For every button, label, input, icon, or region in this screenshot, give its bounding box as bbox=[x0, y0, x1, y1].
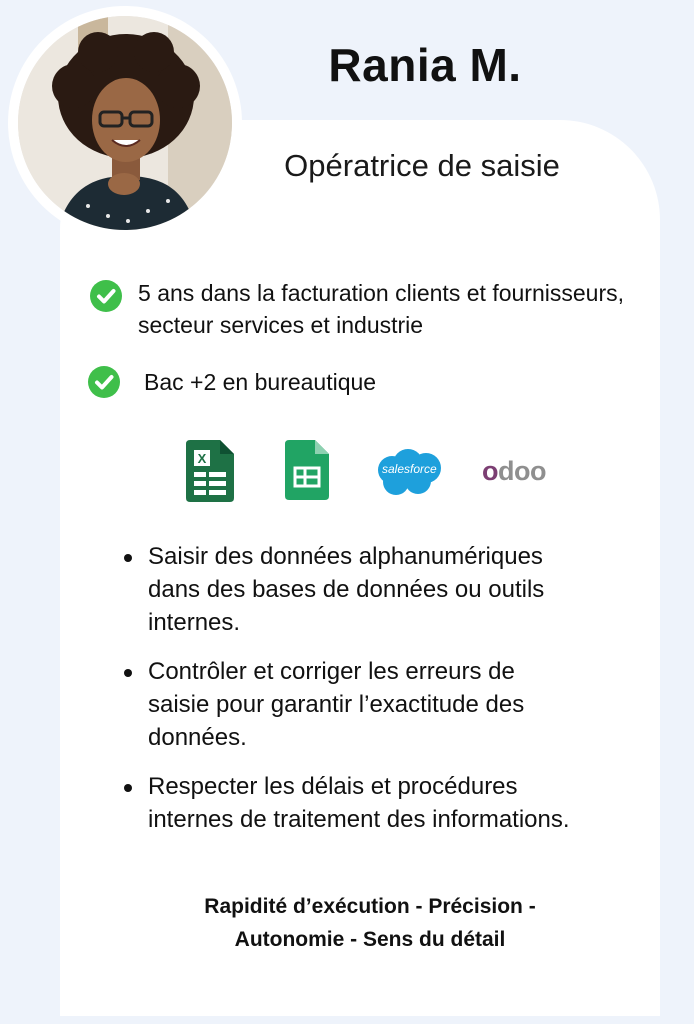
bullet-icon bbox=[124, 554, 132, 562]
highlight-experience: 5 ans dans la facturation clients et fournisseurs, secteur services et industrie bbox=[138, 280, 624, 338]
excel-icon bbox=[186, 440, 234, 507]
soft-skills-line-2: Autonomie - Sens du détail bbox=[234, 928, 506, 951]
odoo-icon bbox=[482, 456, 546, 487]
salesforce-label: salesforce bbox=[382, 462, 437, 476]
task-list bbox=[120, 540, 580, 852]
list-item: Respecter les délais et procédures internes de traitement des informations. bbox=[120, 770, 580, 836]
list-item: Contrôler et corriger les erreurs de saisie pour garantir l’exactitude des données. bbox=[120, 655, 580, 754]
bullet-icon bbox=[124, 669, 132, 677]
bullet-icon bbox=[124, 784, 132, 792]
profile-role: Opératrice de saisie bbox=[284, 148, 560, 183]
check-circle-icon bbox=[90, 280, 122, 312]
profile-name: Rania M. bbox=[328, 39, 522, 91]
highlight-education: Bac +2 en bureautique bbox=[144, 369, 377, 395]
portrait-illustration bbox=[18, 16, 232, 230]
salesforce-icon bbox=[374, 448, 444, 503]
odoo-label: odoo bbox=[482, 456, 546, 486]
svg-text:X: X bbox=[197, 451, 207, 466]
soft-skills bbox=[160, 890, 580, 956]
soft-skills-line-1: Rapidité d’exécution - Précision - bbox=[204, 895, 536, 918]
check-circle-icon bbox=[88, 366, 120, 398]
list-item: Saisir des données alphanumériques dans des bases de données ou outils internes. bbox=[120, 540, 580, 639]
google-sheets-icon bbox=[285, 440, 329, 505]
avatar bbox=[18, 16, 232, 230]
